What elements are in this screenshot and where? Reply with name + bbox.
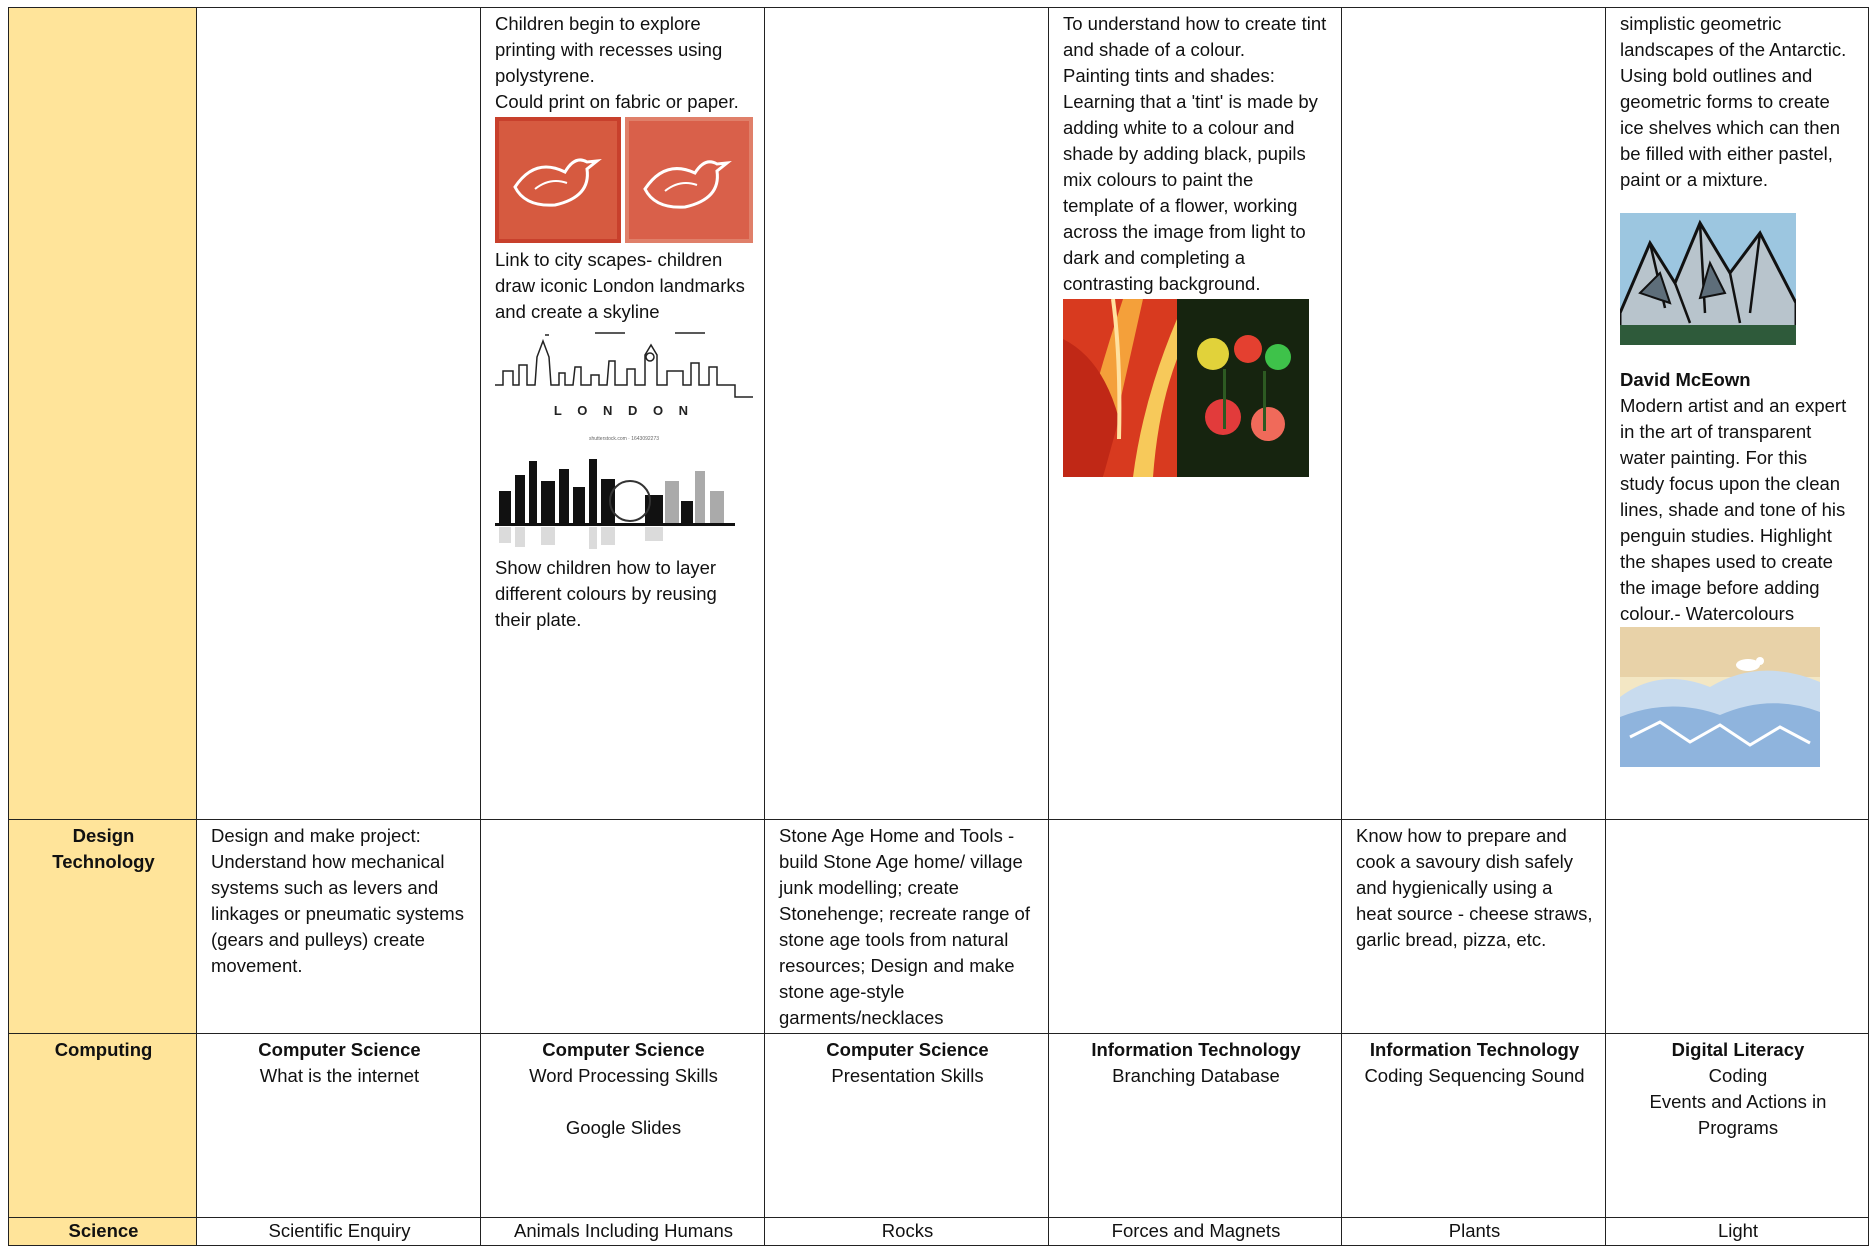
london-silhouette-image [495,451,735,551]
science-topic: Forces and Magnets [1049,1218,1342,1246]
computing-topic: Presentation Skills [831,1065,984,1086]
curriculum-table [8,7,1869,1246]
printing-fabric-note: Could print on fabric or paper. [495,91,739,112]
computing-topic: Word Processing Skills [529,1065,718,1086]
computing-row [9,1034,1869,1218]
science-topic: Rocks [765,1218,1049,1246]
computing-cell-2 [481,1034,765,1218]
computing-heading: Computer Science [542,1039,705,1060]
computing-subtopic: Google Slides [565,1117,682,1138]
art-cell-3 [765,8,1049,820]
science-topic: Animals Including Humans [481,1218,765,1246]
computing-heading: Information Technology [1369,1039,1580,1060]
dt-cell-3: Stone Age Home and Tools - build Stone Age home/ village junk modelling; create Stonehenge; recreate range of stone age tools from natural resources; Design and make stone age-style garments/necklaces [765,820,1049,1034]
antarctic-landscapes-text: simplistic geometric landscapes of the Antarctic. Using bold outlines and geometric forms to create ice shelves which can then be filled with either pastel, paint or a mixture. [1620,13,1847,190]
science-topic: Light [1606,1218,1869,1246]
cityscape-link: Link to city scapes- children draw iconic London landmarks and create a skyline [495,249,745,322]
london-skyline-drawing [495,327,753,447]
art-cell-2 [481,8,765,820]
skyline-credit: shutterstock.com · 1643092273 [588,436,660,442]
computing-topic: Branching Database [1112,1065,1280,1086]
computing-heading: Information Technology [1091,1039,1301,1060]
art-cell-5 [1342,8,1606,820]
computing-heading: Computer Science [826,1039,989,1060]
science-row [9,1218,1869,1246]
computing-cell-4 [1049,1034,1342,1218]
computing-topic: What is the internet [259,1065,420,1086]
computing-topic: Coding [1708,1065,1768,1086]
science-subject: Science [9,1218,197,1246]
bird-print-image [495,117,753,243]
dt-cell-4 [1049,820,1342,1034]
art-cell-1 [197,8,481,820]
art-row [9,8,1869,820]
science-topic: Plants [1342,1218,1606,1246]
flower-painting-image [1063,299,1309,477]
art-cell-4 [1049,8,1342,820]
computing-subtopic: Events and Actions in Programs [1649,1091,1827,1138]
art-cell-6 [1606,8,1869,820]
dt-cell-5: Know how to prepare and cook a savoury dish safely and hygienically using a heat source - cheese straws, garlic bread, pizza, etc. [1342,820,1606,1034]
dt-cell-1: Design and make project: Understand how mechanical systems such as levers and linkages or pneumatic systems (gears and pulleys) create movement. [197,820,481,1034]
geometric-mountains-image [1620,213,1796,345]
computing-cell-3 [765,1034,1049,1218]
artist-name: David McEown [1620,369,1751,390]
design-technology-row [9,820,1869,1034]
tint-shade-intro: To understand how to create tint and shade of a colour. [1063,13,1327,60]
printing-intro: Children begin to explore printing with recesses using polystyrene. [495,13,723,86]
computing-cell-5 [1342,1034,1606,1218]
design-technology-subject: Design Technology [9,820,197,1034]
computing-heading: Computer Science [258,1039,421,1060]
polar-bear-watercolour-image [1620,627,1820,767]
artist-description: Modern artist and an expert in the art of transparent water painting. For this study focus upon the clean lines, shade and tone of his penguin studies. Highlight the shapes used to create the image before adding colour.- Watercolours [1620,395,1847,624]
layering-note: Show children how to layer different colours by reusing their plate. [495,557,717,630]
art-subject-cell [9,8,197,820]
dt-cell-2 [481,820,765,1034]
dt-cell-6 [1606,820,1869,1034]
computing-subject: Computing [9,1034,197,1218]
computing-cell-6 [1606,1034,1869,1218]
computing-cell-1 [197,1034,481,1218]
computing-topic: Coding Sequencing Sound [1364,1065,1585,1086]
computing-heading: Digital Literacy [1671,1039,1805,1060]
tint-shade-description: Painting tints and shades: Learning that a 'tint' is made by adding white to a colour and shade by adding black, pupils mix colours to paint the template of a flower, working across the image from light to dark and completing a contrasting background. [1063,65,1318,294]
london-word: L O N D O N [553,403,695,418]
science-topic: Scientific Enquiry [197,1218,481,1246]
